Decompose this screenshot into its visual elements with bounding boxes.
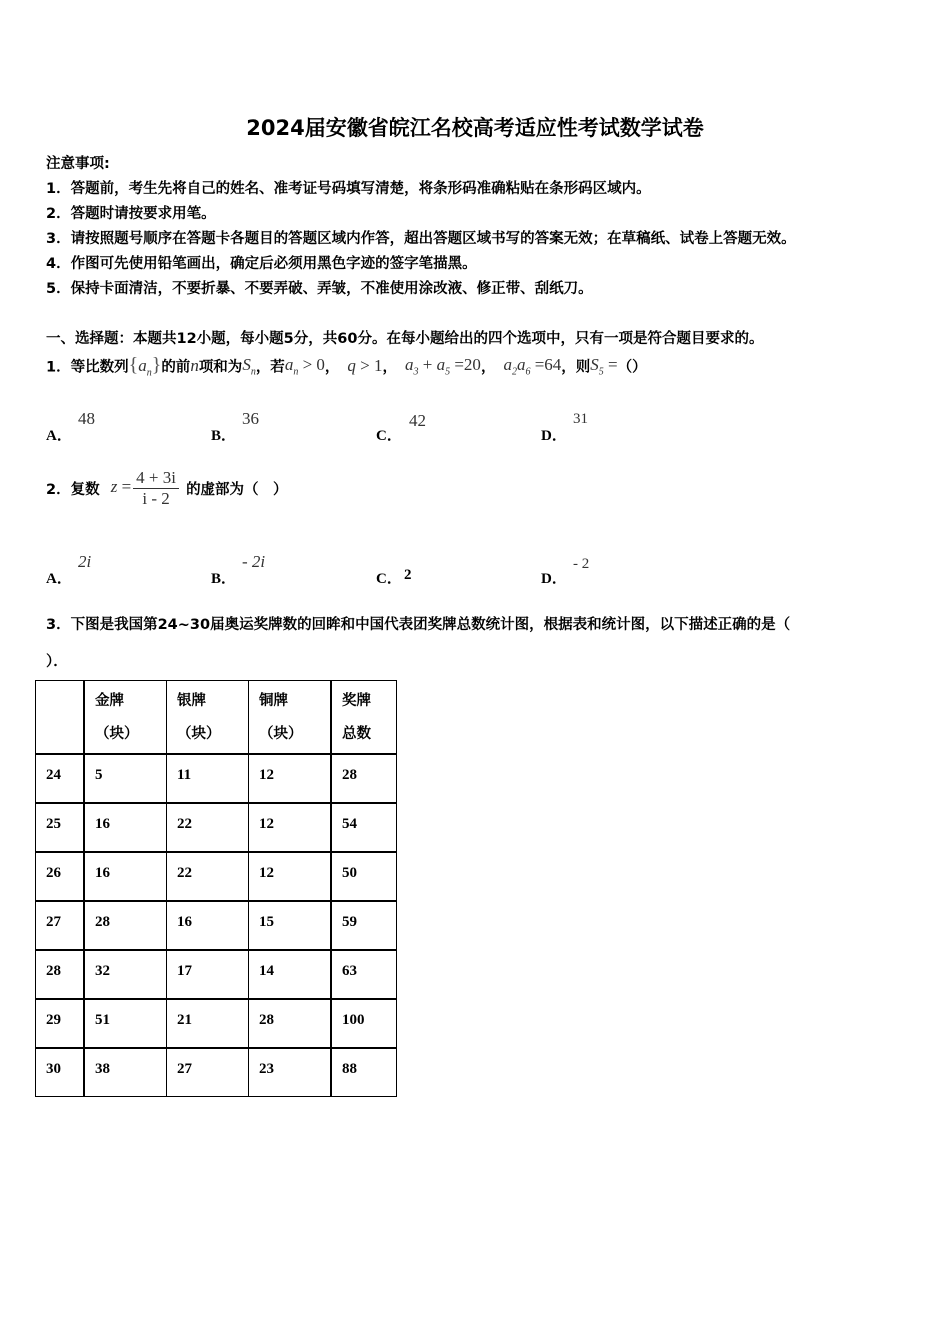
table-cell: 28 bbox=[249, 999, 332, 1048]
table-header-cell: 金牌 （块） bbox=[84, 681, 167, 755]
q2-formula: z = $\frac{4 + 3i}{i - 2}$ bbox=[111, 477, 181, 496]
table-row bbox=[36, 803, 397, 852]
table-header-cell: 奖牌 总数 bbox=[331, 681, 397, 755]
q1-text: ，则 bbox=[561, 359, 591, 376]
table-cell: 14 bbox=[249, 950, 332, 999]
table-cell: 17 bbox=[167, 950, 249, 999]
q1-option-a-value: 48 bbox=[78, 409, 95, 428]
q1-option-c-label: C． bbox=[376, 428, 402, 444]
q1-text: 项和为 bbox=[198, 359, 243, 376]
table-cell: 28 bbox=[331, 754, 397, 803]
q2-option-b-value: - 2i bbox=[242, 552, 266, 571]
notice-item: 4．作图可先使用铅笔画出，确定后必须用黑色字迹的签字笔描黑。 bbox=[46, 256, 477, 272]
table-cell: 23 bbox=[249, 1048, 332, 1097]
q1-cond-3: $a_3 + a_5 =20$ bbox=[405, 355, 481, 378]
table-cell: 21 bbox=[167, 999, 249, 1048]
q1-option-b-label: B． bbox=[211, 428, 237, 444]
page-title: 2024届安徽省皖江名校高考适应性考试数学试卷 bbox=[246, 116, 704, 140]
table-cell: 22 bbox=[167, 852, 249, 901]
q1-option-d-label: D． bbox=[541, 428, 567, 444]
table-header-cell bbox=[36, 681, 85, 755]
notice-heading: 注意事项: bbox=[46, 156, 110, 172]
question-3-line-1: 3．下图是我国第24~30届奥运奖牌数的回眸和中国代表团奖牌总数统计图，根据表和统计图，以下描述正确的是（ bbox=[46, 617, 791, 633]
q1-option-d-value: 31 bbox=[573, 411, 588, 427]
table-cell: 26 bbox=[36, 852, 85, 901]
q1-cond-2: q > 1 bbox=[347, 356, 383, 376]
q1-cond-4: $a_2a_6 =64$ bbox=[503, 355, 562, 378]
table-cell: 16 bbox=[167, 901, 249, 950]
table-cell: 88 bbox=[331, 1048, 397, 1097]
q2-option-c-label: C． bbox=[376, 571, 402, 587]
q2-option-d-label: D． bbox=[541, 571, 567, 587]
notice-item: 5．保持卡面清洁，不要折暴、不要弄破、弄皱，不准使用涂改液、修正带、刮纸刀。 bbox=[46, 281, 593, 297]
table-cell: 16 bbox=[84, 852, 167, 901]
table-cell: 32 bbox=[84, 950, 167, 999]
q2-text: 2．复数 bbox=[46, 482, 100, 498]
table-cell: 12 bbox=[249, 803, 332, 852]
table-cell: 59 bbox=[331, 901, 397, 950]
table-cell: 100 bbox=[331, 999, 397, 1048]
q1-option-c-value: 42 bbox=[409, 411, 426, 430]
table-row bbox=[36, 1048, 397, 1097]
table-cell: 5 bbox=[84, 754, 167, 803]
table-row bbox=[36, 754, 397, 803]
table-cell: 12 bbox=[249, 754, 332, 803]
q1-text: 1．等比数列 bbox=[46, 359, 129, 376]
q1-separator: ， bbox=[324, 359, 340, 376]
table-cell: 15 bbox=[249, 901, 332, 950]
table-row bbox=[36, 999, 397, 1048]
notice-item: 2．答题时请按要求用笔。 bbox=[46, 206, 216, 222]
table-cell: 30 bbox=[36, 1048, 85, 1097]
question-1 bbox=[46, 354, 647, 378]
q2-option-b-label: B． bbox=[211, 571, 237, 587]
table-cell: 25 bbox=[36, 803, 85, 852]
q1-n: n bbox=[190, 356, 199, 376]
q2-option-a-value: 2i bbox=[78, 552, 92, 571]
q1-text: （） bbox=[617, 359, 647, 376]
notice-item: 1．答题前，考生先将自己的姓名、准考证号码填写清楚，将条形码准确粘贴在条形码区域内。 bbox=[46, 181, 651, 197]
table-cell: 24 bbox=[36, 754, 85, 803]
q1-option-b-value: 36 bbox=[242, 409, 259, 428]
table-cell: 28 bbox=[84, 901, 167, 950]
table-row bbox=[36, 950, 397, 999]
q2-option-d-value: - 2 bbox=[573, 556, 590, 572]
table-cell: 11 bbox=[167, 754, 249, 803]
q1-sequence: $\{a_n\}$ bbox=[128, 354, 162, 379]
q1-text: ，若 bbox=[255, 359, 285, 376]
table-cell: 38 bbox=[84, 1048, 167, 1097]
question-3-line-2: ）． bbox=[46, 654, 68, 670]
question-2 bbox=[46, 468, 288, 509]
table-row bbox=[36, 852, 397, 901]
notice-item: 3．请按照题号顺序在答题卡各题目的答题区域内作答，超出答题区域书写的答案无效；在草稿纸、试卷上答题无效。 bbox=[46, 231, 796, 247]
q2-option-a-label: A． bbox=[46, 571, 72, 587]
table-cell: 63 bbox=[331, 950, 397, 999]
table-cell: 22 bbox=[167, 803, 249, 852]
table-cell: 27 bbox=[167, 1048, 249, 1097]
table-header-cell: 银牌 （块） bbox=[167, 681, 249, 755]
q1-cond-1: $a_n > 0$ bbox=[284, 355, 325, 378]
q1-option-a-label: A． bbox=[46, 428, 72, 444]
q1-text: 的前 bbox=[161, 359, 191, 376]
table-row bbox=[36, 901, 397, 950]
table-cell: 29 bbox=[36, 999, 85, 1048]
table-cell: 12 bbox=[249, 852, 332, 901]
section-heading: 一、选择题：本题共12小题，每小题5分，共60分。在每小题给出的四个选项中，只有一项是符合题目要求的。 bbox=[46, 331, 764, 347]
q1-sum: $S_n$ bbox=[242, 355, 256, 378]
table-cell: 50 bbox=[331, 852, 397, 901]
table-header-row bbox=[36, 681, 397, 755]
table-cell: 16 bbox=[84, 803, 167, 852]
q1-s5: $S_5$ = bbox=[590, 355, 618, 378]
medal-table bbox=[35, 680, 397, 1097]
table-cell: 51 bbox=[84, 999, 167, 1048]
q1-separator: ， bbox=[382, 359, 397, 376]
q2-option-c-value: 2 bbox=[404, 567, 412, 583]
table-cell: 54 bbox=[331, 803, 397, 852]
q2-text: 的虚部为（ ） bbox=[186, 482, 288, 498]
table-cell: 28 bbox=[36, 950, 85, 999]
table-cell: 27 bbox=[36, 901, 85, 950]
table-header-cell: 铜牌 （块） bbox=[249, 681, 332, 755]
q1-separator: ， bbox=[480, 359, 496, 376]
